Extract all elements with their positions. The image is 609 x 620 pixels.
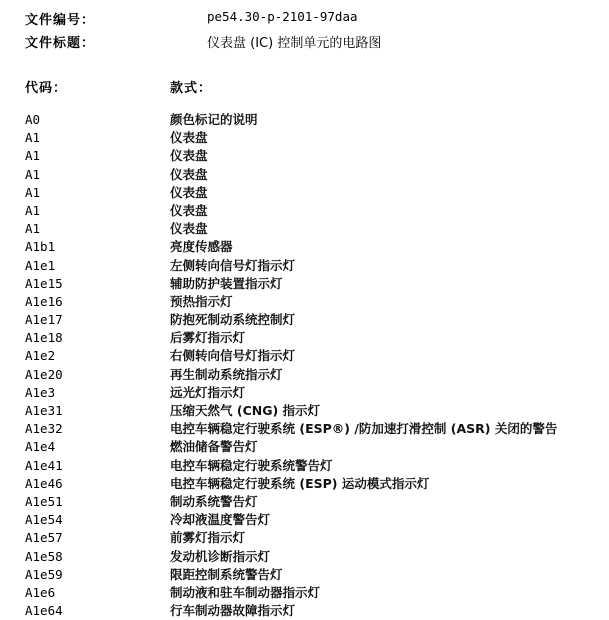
style-column-header: 款式： — [170, 81, 213, 96]
doc-title-row — [25, 32, 585, 50]
component-description: 右侧转向信号灯指示灯 — [170, 348, 296, 364]
component-description: 仪表盘 — [170, 166, 208, 182]
list-item — [0, 366, 609, 384]
component-code: A1e6 — [25, 584, 56, 600]
component-description: 仪表盘 — [170, 221, 208, 237]
list-item — [0, 166, 609, 184]
list-item — [0, 129, 609, 147]
component-code: A1e4 — [25, 439, 56, 455]
component-code: A1e15 — [25, 275, 63, 291]
component-code: A1e57 — [25, 530, 63, 546]
doc-title-label: 文件标题： — [25, 36, 96, 51]
component-description: 电控车辆稳定行驶系统 (ESP) 运动模式指示灯 — [170, 475, 430, 491]
list-item — [0, 293, 609, 311]
component-code: A1e51 — [25, 493, 63, 509]
component-code: A1 — [25, 148, 41, 164]
component-description: 制动系统警告灯 — [170, 493, 258, 509]
list-item — [0, 493, 609, 511]
code-column-header: 代码： — [25, 81, 68, 96]
component-code: A1 — [25, 202, 41, 218]
component-description: 左侧转向信号灯指示灯 — [170, 257, 296, 273]
list-item — [0, 548, 609, 566]
component-code: A1 — [25, 166, 41, 182]
component-code: A1e59 — [25, 566, 63, 582]
component-code: A1e46 — [25, 475, 63, 491]
list-item — [0, 311, 609, 329]
component-code: A1e1 — [25, 257, 56, 273]
component-description: 压缩天然气 (CNG) 指示灯 — [170, 403, 321, 418]
component-code: A1e58 — [25, 548, 63, 564]
component-description: 颜色标记的说明 — [170, 112, 258, 127]
list-item — [0, 147, 609, 165]
component-code: A0 — [25, 112, 41, 127]
component-description: 防抱死制动系统控制灯 — [170, 312, 296, 328]
component-list — [0, 111, 609, 620]
component-code: A1e41 — [25, 457, 63, 473]
component-code: A1e16 — [25, 293, 63, 309]
list-item — [0, 457, 609, 475]
list-item — [0, 402, 609, 420]
list-item — [0, 202, 609, 220]
component-description: 仪表盘 — [170, 202, 208, 218]
component-description: 仪表盘 — [170, 184, 208, 200]
component-code: A1e17 — [25, 312, 63, 328]
list-item — [0, 584, 609, 602]
component-description: 前雾灯指示灯 — [170, 530, 246, 546]
list-item — [0, 238, 609, 256]
component-code: A1 — [25, 130, 41, 146]
component-code: A1e32 — [25, 421, 63, 437]
list-item — [0, 347, 609, 365]
component-code: A1e54 — [25, 512, 63, 528]
doc-number-value: pe54.30-p-2101-97daa — [207, 9, 358, 24]
list-item — [0, 475, 609, 493]
component-description: 再生制动系统指示灯 — [170, 366, 283, 382]
component-description: 行车制动器故障指示灯 — [170, 603, 296, 619]
list-item — [0, 184, 609, 202]
list-item — [0, 511, 609, 529]
component-code: A1e31 — [25, 403, 63, 418]
component-description: 燃油储备警告灯 — [170, 439, 258, 455]
component-description: 制动液和驻车制动器指示灯 — [170, 584, 321, 600]
component-description: 预热指示灯 — [170, 293, 233, 309]
component-code: A1e18 — [25, 330, 63, 346]
component-description: 仪表盘 — [170, 130, 208, 146]
doc-title-value: 仪表盘 (IC) 控制单元的电路图 — [207, 36, 382, 51]
component-code: A1e64 — [25, 603, 63, 619]
doc-number-row — [25, 9, 585, 27]
list-item — [0, 111, 609, 129]
component-description: 后雾灯指示灯 — [170, 330, 246, 346]
component-code: A1 — [25, 221, 41, 237]
list-item — [0, 384, 609, 402]
list-item — [0, 420, 609, 438]
list-item — [0, 220, 609, 238]
list-item — [0, 566, 609, 584]
component-description: 冷却液温度警告灯 — [170, 512, 271, 528]
component-code: A1e2 — [25, 348, 56, 364]
component-description: 电控车辆稳定行驶系统警告灯 — [170, 457, 333, 473]
component-description: 发动机诊断指示灯 — [170, 548, 271, 564]
component-code: A1e3 — [25, 384, 56, 400]
component-description: 远光灯指示灯 — [170, 384, 246, 400]
component-code: A1e20 — [25, 366, 63, 382]
component-description: 电控车辆稳定行驶系统 (ESP®) /防加速打滑控制 (ASR) 关闭的警告 — [170, 421, 558, 437]
list-item — [0, 257, 609, 275]
list-item — [0, 602, 609, 620]
list-item — [0, 438, 609, 456]
list-item — [0, 529, 609, 547]
component-code: A1 — [25, 184, 41, 200]
component-description: 限距控制系统警告灯 — [170, 566, 283, 582]
component-code: A1b1 — [25, 239, 56, 255]
component-description: 亮度传感器 — [170, 239, 233, 255]
list-item — [0, 329, 609, 347]
component-description: 仪表盘 — [170, 148, 208, 164]
list-item — [0, 275, 609, 293]
doc-number-label: 文件编号： — [25, 13, 96, 28]
component-description: 辅助防护装置指示灯 — [170, 275, 283, 291]
